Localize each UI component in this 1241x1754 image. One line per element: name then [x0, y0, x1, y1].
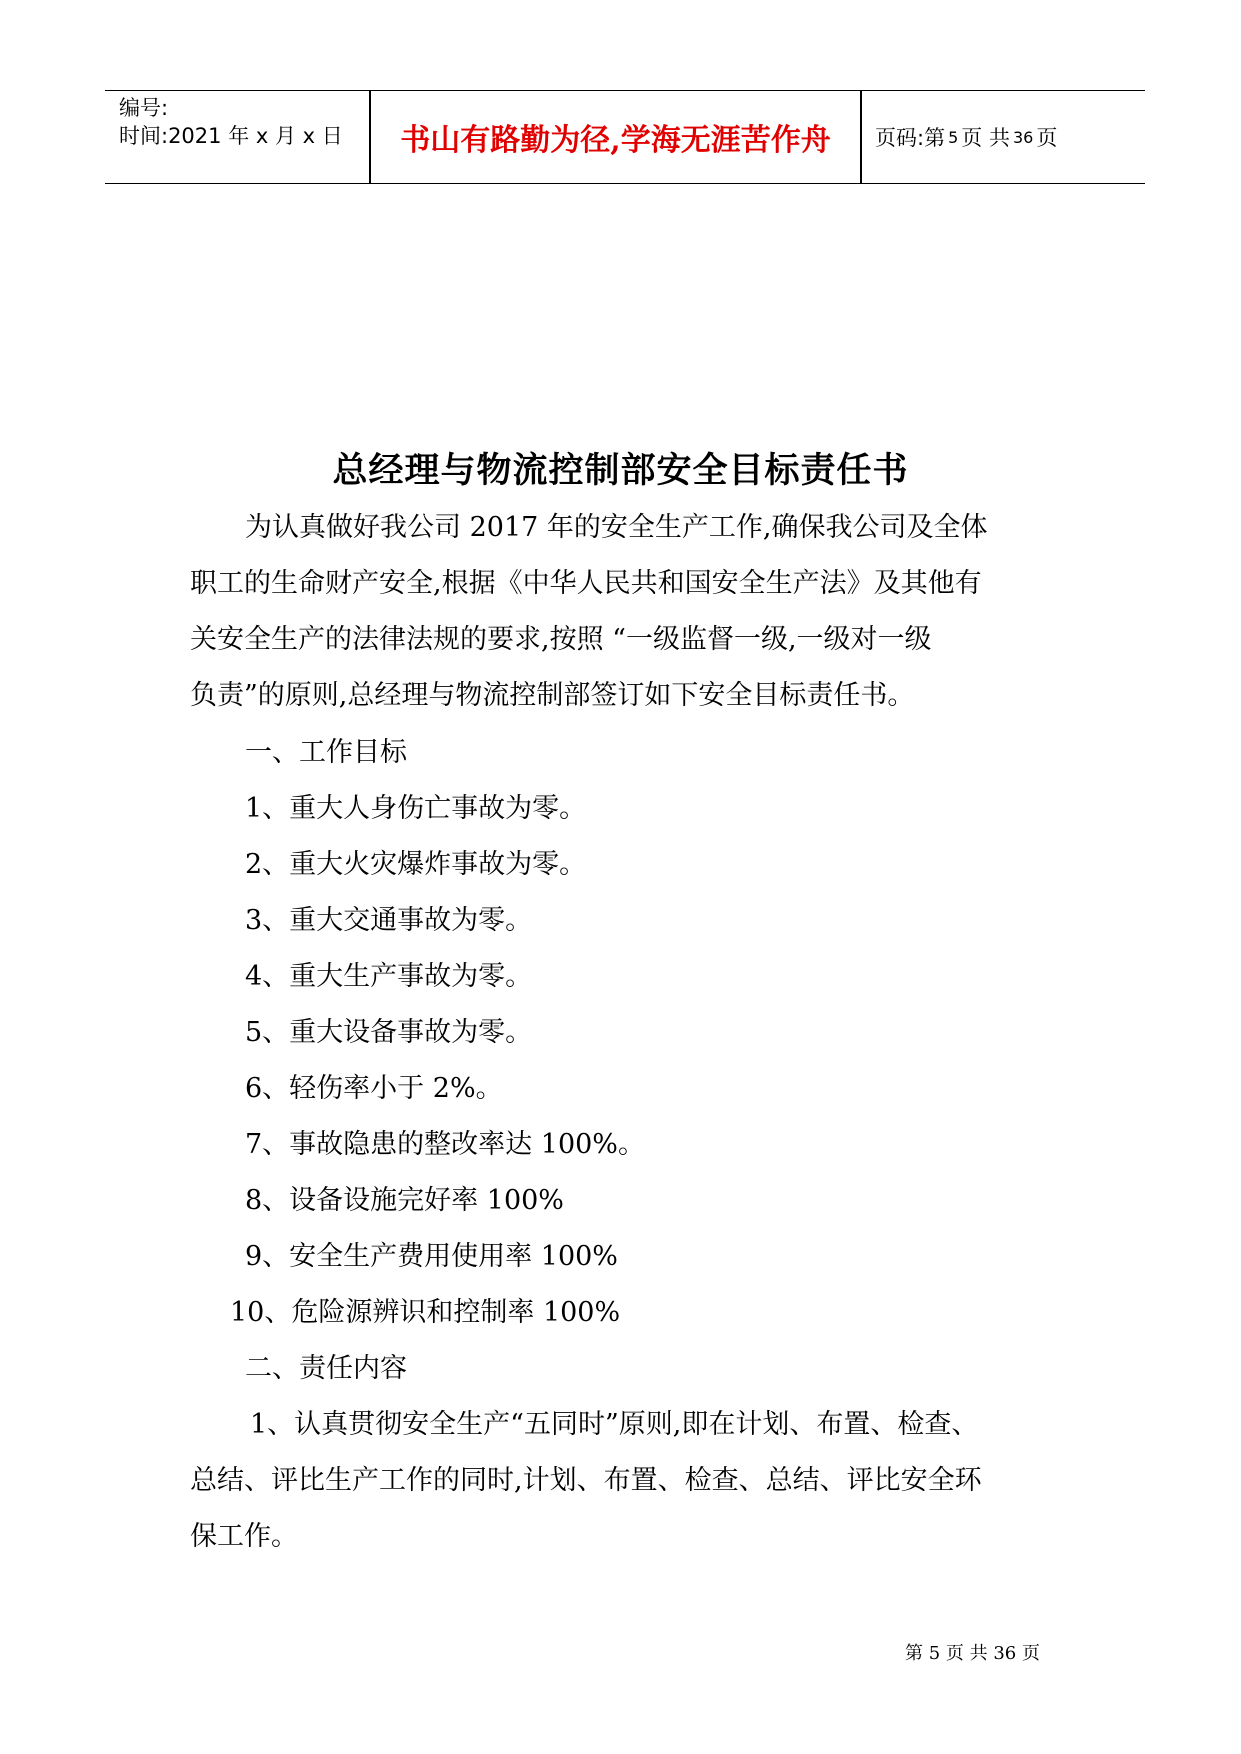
goal-item: 2、重大火灾爆炸事故为零。 [245, 849, 587, 880]
header-page-info [875, 91, 1057, 183]
goal-item: 4、重大生产事故为零。 [245, 961, 533, 992]
goal-item: 10、危险源辨识和控制率 100% [230, 1297, 621, 1328]
page-number: 5 [948, 127, 959, 147]
goal-item: 5、重大设备事故为零。 [245, 1017, 533, 1048]
header-meta [105, 91, 369, 183]
goal-item: 6、轻伤率小于 2%。 [245, 1073, 503, 1104]
page-mid: 页 共 [961, 126, 1010, 150]
document-time-label: 时间:2021 年 x 月 x 日 [119, 124, 343, 148]
intro-line: 职工的生命财产安全,根据《中华人民共和国安全生产法》及其他有 [190, 568, 982, 599]
page-footer: 第 5 页 共 36 页 [905, 1643, 1040, 1664]
goal-item: 9、安全生产费用使用率 100% [245, 1241, 618, 1272]
intro-line: 为认真做好我公司 2017 年的安全生产工作,确保我公司及全体 [245, 512, 988, 543]
header-divider [860, 91, 862, 183]
document-number-label: 编号: [119, 96, 169, 120]
page-suffix: 页 [1036, 126, 1058, 150]
goal-item: 3、重大交通事故为零。 [245, 905, 533, 936]
responsibility-line: 保工作。 [190, 1521, 298, 1552]
goal-item: 8、设备设施完好率 100% [245, 1185, 564, 1216]
intro-line: 负责”的原则,总经理与物流控制部签订如下安全目标责任书。 [190, 680, 915, 711]
section-heading-goals: 一、工作目标 [245, 737, 407, 768]
goal-item: 1、重大人身伤亡事故为零。 [245, 793, 587, 824]
intro-line: 关安全生产的法律法规的要求,按照 “一级监督一级,一级对一级 [190, 624, 932, 655]
page-total: 36 [1012, 127, 1034, 147]
page-prefix: 页码:第 [875, 126, 946, 150]
page-header [105, 90, 1145, 184]
goal-item: 7、事故隐患的整改率达 100%。 [245, 1129, 645, 1160]
document-title: 总经理与物流控制部安全目标责任书 [332, 451, 909, 491]
responsibility-line: 总结、评比生产工作的同时,计划、布置、检查、总结、评比安全环 [190, 1465, 982, 1496]
section-heading-responsibilities: 二、责任内容 [245, 1353, 407, 1384]
responsibility-line: 1、认真贯彻安全生产“五同时”原则,即在计划、布置、检查、 [250, 1409, 979, 1440]
header-motto: 书山有路勤为径,学海无涯苦作舟 [400, 123, 831, 158]
